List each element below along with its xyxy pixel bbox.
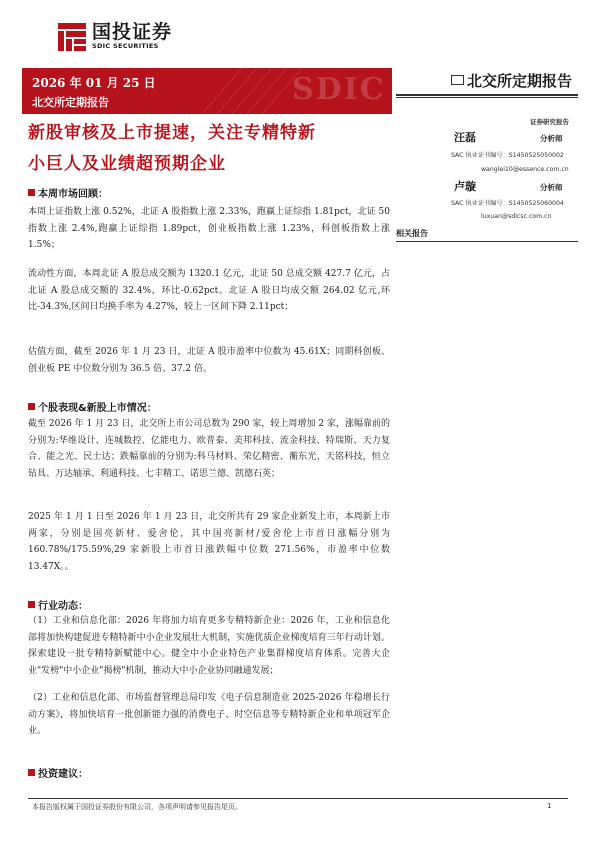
stocks-paragraph-1: 截至 2026 年 1 月 23 日，北交所上市公司总数为 290 家，较上周增加 2 家，涨幅靠前的分别为:华维设计、连城数控、亿能电力、欧普泰、美邦科技、流金科技、特瑞斯、天力复合、能之光、民士达；跌幅靠前的分别为:科马材料、荣亿精密、蘅东光、天铭科技，恒立钻具、万达轴承、利通科技、七丰精工、诺思兰德、凯德石英； (28, 419, 390, 479)
stocks-paragraph-2: 2025 年 1 月 1 日至 2026 年 1 月 23 日，北交所共有 29 家企业新发上市，本周新上市两家，分别是国亮新材、爱舍伦，其中国亮新材/爱舍伦上市首日涨幅分别为 160.78%/175.59%,29 家新股上市首日涨跌幅中位数 271.56%，市盈率中位数 13.47X。。 (28, 512, 390, 572)
report-title (28, 118, 398, 180)
page-number: 1 (547, 802, 552, 810)
report-title-line-1: 新股审核及上市提速，关注专精特新 (28, 123, 316, 143)
analyst-2-name: 卢璇 (454, 180, 476, 193)
footer-divider (28, 798, 568, 799)
bullet-square-icon (28, 189, 35, 196)
analyst-2-email[interactable]: luxuan@sdicsc.com.cn (481, 213, 552, 220)
date-banner (22, 68, 392, 114)
bullet-square-icon (28, 403, 35, 410)
analyst-1-role: 分析师 (540, 134, 563, 143)
footer-disclaimer: 本报告版权属于国投证券股份有限公司，各项声明请参见报告尾页。 (32, 803, 242, 811)
industry-paragraph-1: （1）工业和信息化部：2026 年将加力培育更多专精特新企业：2026 年，工业和信息化部将加快构建促进专精特新中小企业发展壮大机制，实施优质企业梯度培育三年行动计划。探索建设一批专精特新赋能中心。健全中小企业特色产业集群梯度培育体系。完善大企业"发榜"中小企业"揭榜"机制，推动大中小企业协同融通发展； (28, 616, 390, 676)
analyst-1-sac: SAC 执业证书编号：S1450525050002 (451, 152, 564, 159)
analyst-2-role: 分析师 (540, 183, 563, 192)
industry-paragraph-2: （2）工业和信息化部、市场监督管理总局印发《电子信息制造业 2025-2026 年稳增长行动方案》，将加快培育一批创新能力强的消费电子、时空信息等专精特新企业和单项冠军企业。 (28, 693, 390, 737)
market-review-paragraph-1: 本周上证指数上涨 0.52%，北证 A 股指数上涨 2.33%，跑赢上证综指 1.81pct，北证 50 指数上涨 2.4%,跑赢上证综指 1.89pct，创业板指数上涨 1.23%，科创板指数上涨 1.5%； (28, 207, 390, 251)
logo-chinese-name: 国投证券 (92, 21, 173, 43)
analyst-1-name: 汪磊 (454, 131, 476, 144)
report-date: 2026 年 01 月 25 日 (32, 76, 156, 90)
right-header-title: 北交所定期报告 (451, 70, 572, 91)
section-heading-investment: 投资建议： (28, 765, 88, 780)
report-type: 北交所定期报告 (32, 96, 109, 109)
section-heading-stocks-ipo: 个股表现&新股上市情况： (28, 399, 157, 414)
bullet-square-icon (28, 769, 35, 776)
related-reports-divider (396, 241, 578, 242)
analyst-2-sac: SAC 执业证书编号：S1450525060004 (451, 200, 564, 207)
bullet-square-icon (28, 601, 35, 608)
analyst-1-email[interactable]: wanglei10@essence.com.cn (481, 166, 569, 173)
company-logo (58, 22, 172, 51)
logo-mark-icon (58, 23, 86, 51)
logo-english-name: SDIC SECURITIES (92, 42, 159, 50)
report-box-icon (451, 75, 464, 85)
related-reports-title: 相关报告 (396, 229, 428, 238)
market-review-paragraph-3: 估值方面，截至 2026 年 1 月 23 日，北证 A 股市盈率中位数为 45.61X；同期科创板、创业板 PE 中位数分别为 36.5 倍、37.2 倍。 (28, 347, 390, 374)
section-heading-industry: 行业动态： (28, 597, 88, 612)
market-review-paragraph-2: 流动性方面，本周北证 A 股总成交额为 1320.1 亿元，北证 50 总成交额 427.7 亿元，占北证 A 股总成交额的 32.4%，环比-0.62pct。北证 A 股日均成交额 264.02 亿元,环比-34.3%,区间日均换手率为 4.27%，较上一区间下降 2.11pct； (28, 269, 390, 313)
banner-watermark: SDIC (292, 72, 386, 107)
report-title-line-2: 小巨人及业绩超预期企业 (28, 154, 226, 174)
section-heading-market-review: 本周市场回顾： (28, 185, 108, 200)
report-caption: 证券研究报告 (530, 118, 569, 126)
